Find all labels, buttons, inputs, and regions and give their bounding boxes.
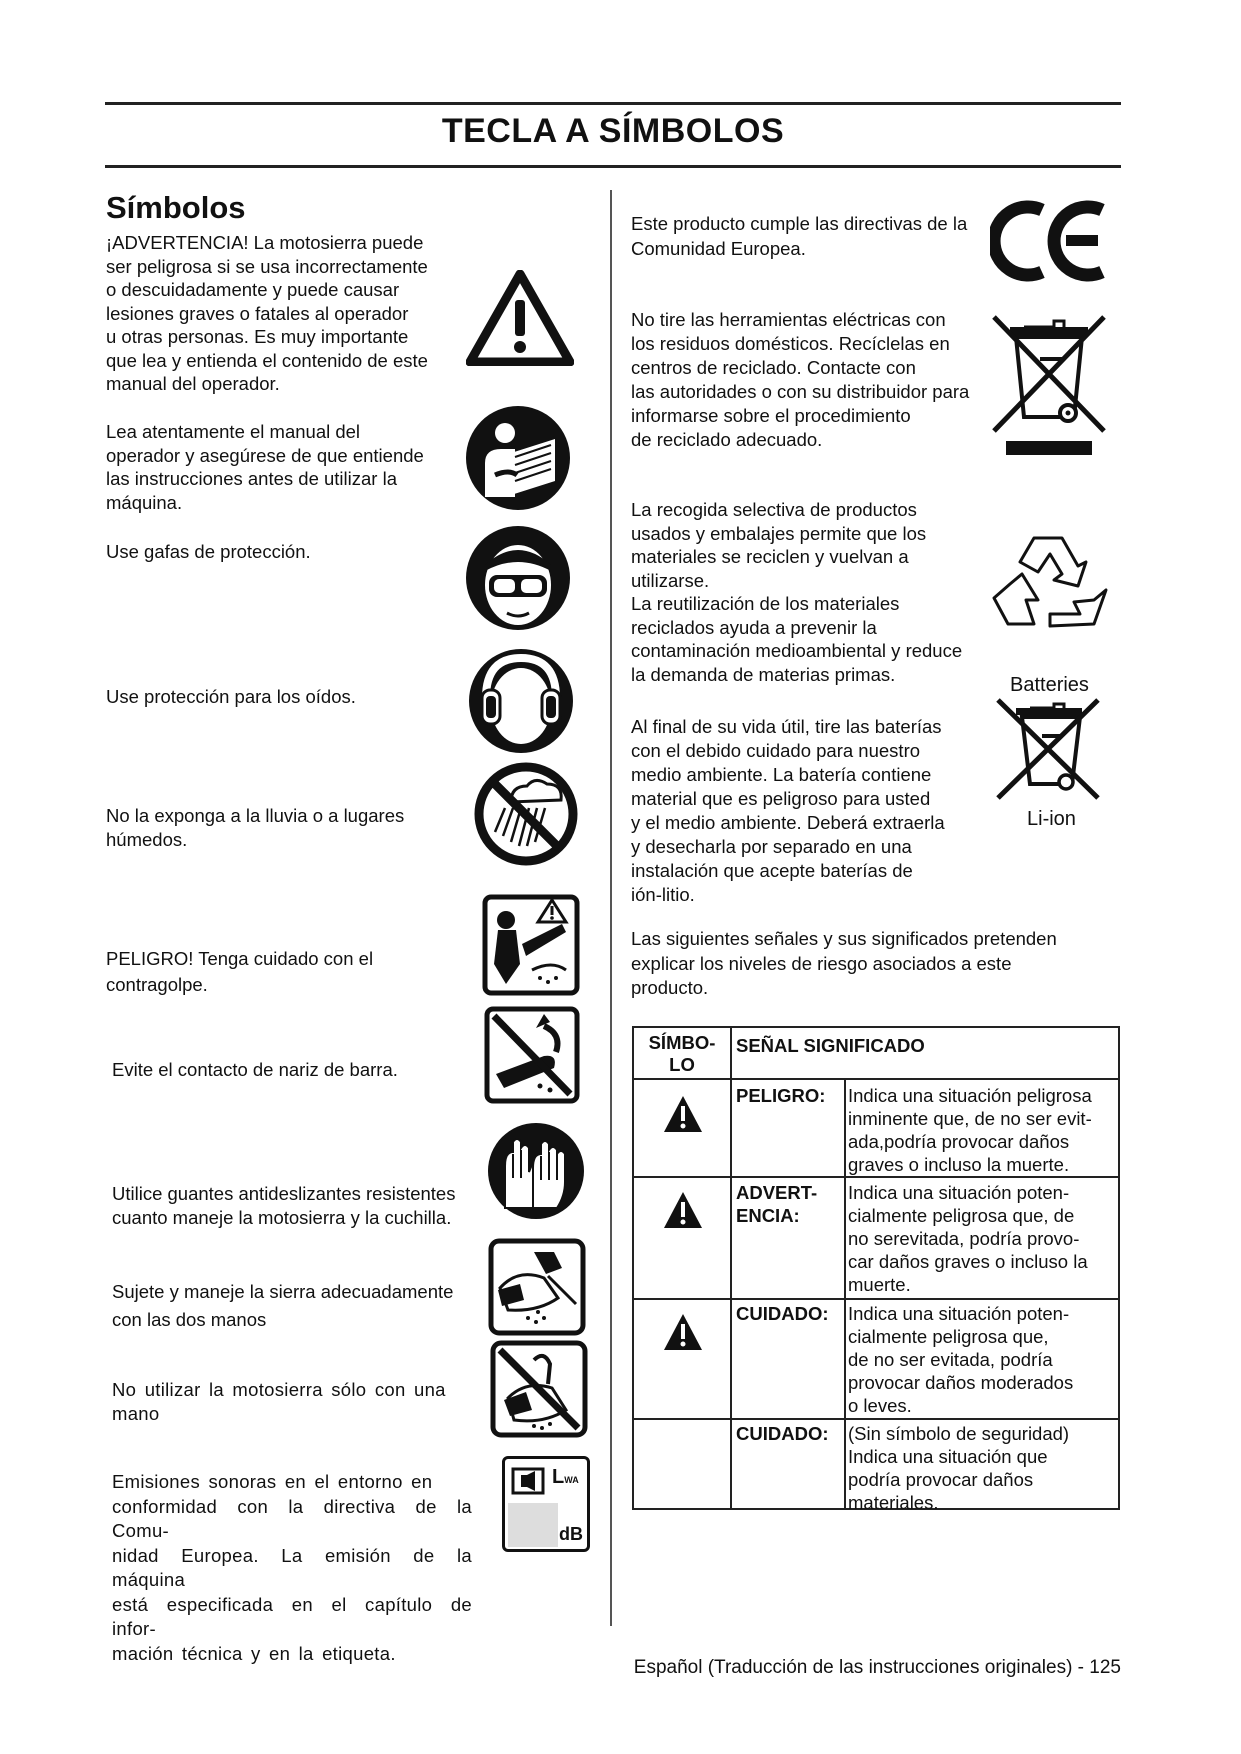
- meaning-advertencia: Indica una situación poten- cialmente peligrosa que, de no serevitada, podría provo- car daños graves o incluso la muerte.: [848, 1182, 1088, 1295]
- no-rain-icon: [471, 762, 581, 866]
- meaning-peligro: Indica una situación peligrosa inminente que, de no ser evit- ada,podría provocar daños graves o incluso la muerte.: [848, 1085, 1092, 1175]
- crossed-bin-text: No tire las herramientas eléctricas con los residuos domésticos. Recíclelas en centros de reciclado. Contacte con las autoridades o con su distribuidor para informarse sobre el procedimiento de reciclado adecuado.: [631, 309, 970, 450]
- ce-mark-icon: [990, 198, 1108, 284]
- bar-nose-contact-icon: [484, 1006, 580, 1104]
- sound-power-icon: [502, 1456, 590, 1552]
- table-header-signal: SEÑAL SIGNIFICADO: [736, 1035, 925, 1056]
- signal-cuidado: CUIDADO:: [736, 1303, 829, 1324]
- no-rain-text: No la exponga a la lluvia o a lugares húmedos.: [106, 805, 405, 850]
- read-manual-text: Lea atentamente el manual del operador y asegúrese de que entiende las instrucciones antes de utilizar la máquina.: [106, 421, 424, 513]
- table-header-symbol: SÍMBO- LO: [648, 1032, 716, 1075]
- goggles-text: Use gafas de protección.: [106, 541, 311, 562]
- table-row-divider: [634, 1078, 1118, 1080]
- db-label: dB: [559, 1524, 583, 1544]
- lwa-letter: L: [552, 1466, 565, 1488]
- no-one-hand-icon: [490, 1340, 588, 1438]
- title-underline: [105, 165, 1121, 168]
- ear-protection-icon: [468, 648, 574, 754]
- battery-text: Al final de su vida útil, tire las baterías con el debido cuidado para nuestro medio ambiente. La batería contiene material que es peligroso para usted y el medio ambiente. Deberá extraerla y desecharla por separado en una instalación que acepte baterías de ión-litio.: [631, 716, 945, 905]
- meaning-cuidado-no-symbol: (Sin símbolo de seguridad) Indica una situación que podría provocar daños materiales.: [848, 1423, 1070, 1513]
- battery-bin-icon: [992, 698, 1104, 802]
- kickback-text: PELIGRO! Tenga cuidado con el contragolpe.: [106, 948, 374, 995]
- batteries-label: Batteries: [1010, 674, 1089, 696]
- warning-triangle-icon: [466, 270, 574, 366]
- crossed-bin-icon: [990, 313, 1108, 458]
- top-rule: [105, 102, 1121, 105]
- sound-text: Emisiones sonoras en el entorno en conformidad con la directiva de la Comu- nidad Europea. La emisión de la máquina está especificada en el capítulo de infor- mación técnica y en la etiqueta.: [112, 1471, 472, 1664]
- speaker-icon: [509, 1463, 547, 1499]
- one-hand-text: No utilizar la motosierra sólo con una mano: [112, 1379, 446, 1424]
- signal-peligro: PELIGRO:: [736, 1085, 826, 1106]
- table-row-divider: [634, 1176, 1118, 1178]
- column-divider: [610, 190, 612, 1626]
- section-heading: Símbolos: [106, 190, 246, 225]
- ce-text: Este producto cumple las directivas de la Comunidad Europea.: [631, 213, 968, 259]
- table-row-divider: [634, 1418, 1118, 1420]
- lwa-subscript: WA: [564, 1475, 579, 1485]
- two-hands-text: Sujete y maneje la sierra adecuadamente con las dos manos: [112, 1281, 454, 1330]
- gloves-icon: [487, 1122, 585, 1220]
- signal-advertencia: ADVERT- ENCIA:: [736, 1182, 818, 1226]
- li-ion-label: Li-ion: [1027, 808, 1076, 830]
- caution-triangle-icon: [662, 1312, 704, 1352]
- table-col-divider-2: [844, 1078, 846, 1508]
- sound-value-box: [508, 1503, 558, 1547]
- warning-text: ¡ADVERTENCIA! La motosierra puede ser peligrosa si se usa incorrectamente o descuidadamente y puede causar lesiones graves o fatales al operador u otras personas. Es muy importante que lea y entienda el contenido de este manual del operador.: [106, 232, 428, 394]
- recycle-text: La recogida selectiva de productos usados y embalajes permite que los materiales se reciclen y vuelvan a utilizarse. La reutilización de los materiales reciclados ayuda a prevenir la contaminación medioambiental y reduce la demanda de materias primas.: [631, 499, 963, 685]
- risk-intro-text: Las siguientes señales y sus significados pretenden explicar los niveles de riesgo asociados a este producto.: [631, 928, 1057, 998]
- two-hands-icon: [488, 1238, 586, 1336]
- page-footer: Español (Traducción de las instrucciones originales) - 125: [633, 1657, 1121, 1678]
- kickback-danger-icon: [482, 894, 580, 996]
- risk-level-table: [632, 1026, 1120, 1513]
- lwa-label: [552, 1467, 579, 1490]
- page-title: TECLA A SÍMBOLOS: [441, 112, 785, 150]
- signal-cuidado-no-symbol: CUIDADO:: [736, 1423, 829, 1444]
- read-manual-icon: [465, 405, 571, 511]
- recycle-icon: [990, 528, 1110, 638]
- ear-protection-text: Use protección para los oídos.: [106, 686, 356, 707]
- meaning-cuidado: Indica una situación poten- cialmente peligrosa que, de no ser evitada, podría provocar daños moderados o leves.: [848, 1303, 1074, 1416]
- safety-goggles-icon: [465, 525, 571, 631]
- warning-triangle-small-icon: [662, 1190, 704, 1230]
- gloves-text: Utilice guantes antideslizantes resistentes cuanto maneje la motosierra y la cuchilla.: [112, 1183, 456, 1228]
- bar-nose-text: Evite el contacto de nariz de barra.: [112, 1059, 398, 1080]
- danger-triangle-icon: [662, 1094, 704, 1134]
- table-col-divider-1: [730, 1028, 732, 1508]
- table-row-divider: [634, 1298, 1118, 1300]
